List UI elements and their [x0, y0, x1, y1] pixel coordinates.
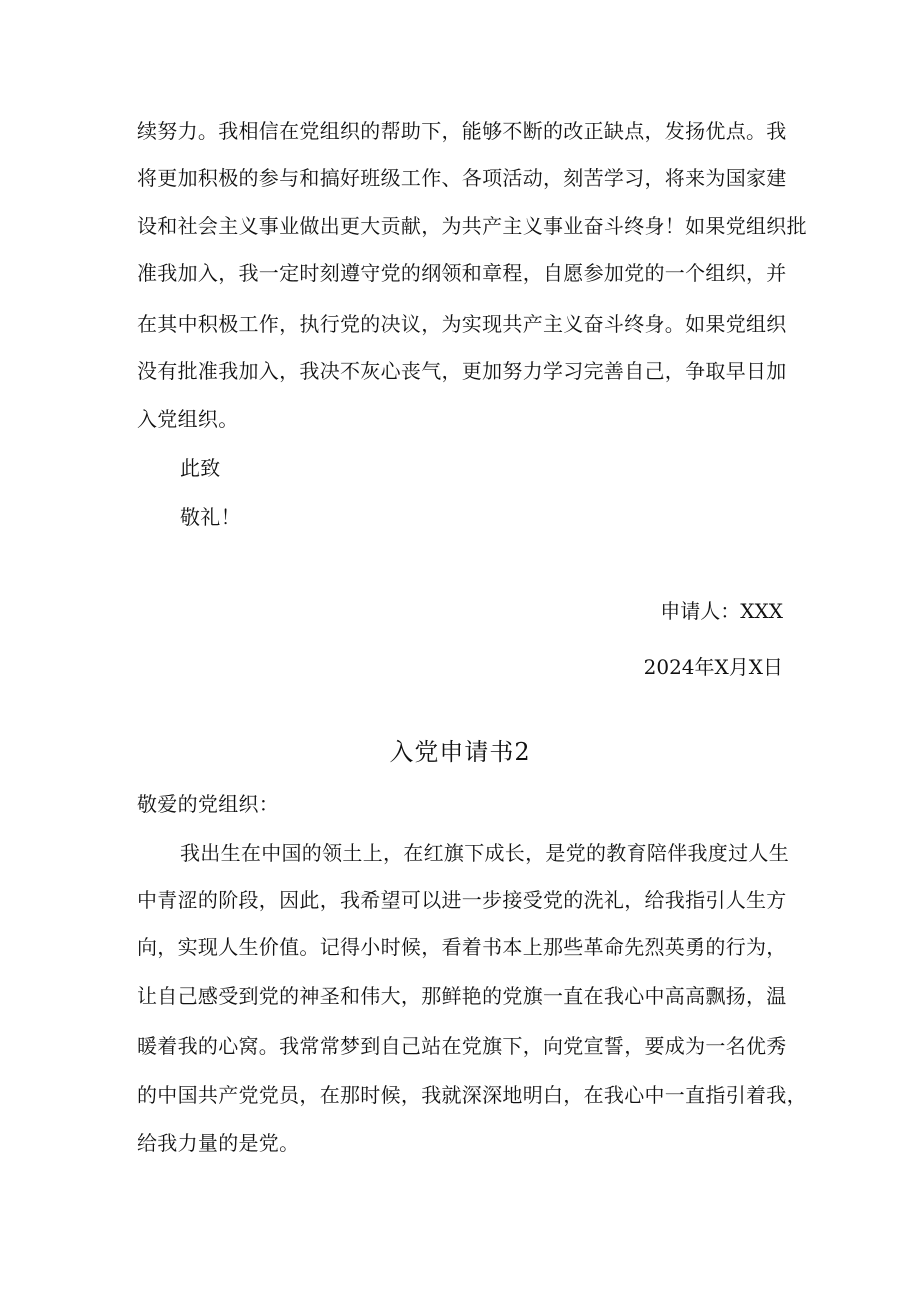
body-line: 续努力。我相信在党组织的帮助下，能够不断的改正缺点，发扬优点。我 — [137, 119, 787, 143]
signature: 申请人：XXX — [660, 599, 783, 623]
body-line: 给我力量的是党。 — [137, 1131, 300, 1155]
body-line: 的中国共产党党员，在那时候，我就深深地明白，在我心中一直指引着我， — [137, 1083, 807, 1107]
body-line: 让自己感受到党的神圣和伟大，那鲜艳的党旗一直在我心中高高飘扬，温 — [137, 984, 787, 1008]
salutation: 敬爱的党组织： — [137, 792, 280, 816]
body-line: 准我加入，我一定时刻遵守党的纲领和章程，自愿参加党的一个组织，并 — [137, 261, 787, 285]
closing-jing-li: 敬礼！ — [180, 505, 241, 529]
body-line: 我出生在中国的领土上，在红旗下成长，是党的教育陪伴我度过人生 — [180, 841, 789, 865]
body-line: 没有批准我加入，我决不灰心丧气，更加努力学习完善自己，争取早日加 — [137, 359, 787, 383]
body-line: 将更加积极的参与和搞好班级工作、各项活动，刻苦学习，将来为国家建 — [137, 166, 787, 190]
body-line: 设和社会主义事业做出更大贡献，为共产主义事业奋斗终身！如果党组织批 — [137, 214, 807, 238]
closing-ci-zhi: 此致 — [180, 456, 221, 480]
date: 2024年X月X日 — [643, 655, 783, 679]
body-line: 在其中积极工作，执行党的决议，为实现共产主义奋斗终身。如果党组织 — [137, 312, 787, 336]
body-line: 中青涩的阶段，因此，我希望可以进一步接受党的洗礼，给我指引人生方 — [137, 888, 787, 912]
body-line: 入党组织。 — [137, 407, 239, 431]
body-line: 向，实现人生价值。记得小时候，看着书本上那些革命先烈英勇的行为， — [137, 935, 787, 959]
body-line: 暖着我的心窝。我常常梦到自己站在党旗下，向党宣誓，要成为一名优秀 — [137, 1034, 787, 1058]
section-title: 入党申请书2 — [389, 738, 531, 766]
